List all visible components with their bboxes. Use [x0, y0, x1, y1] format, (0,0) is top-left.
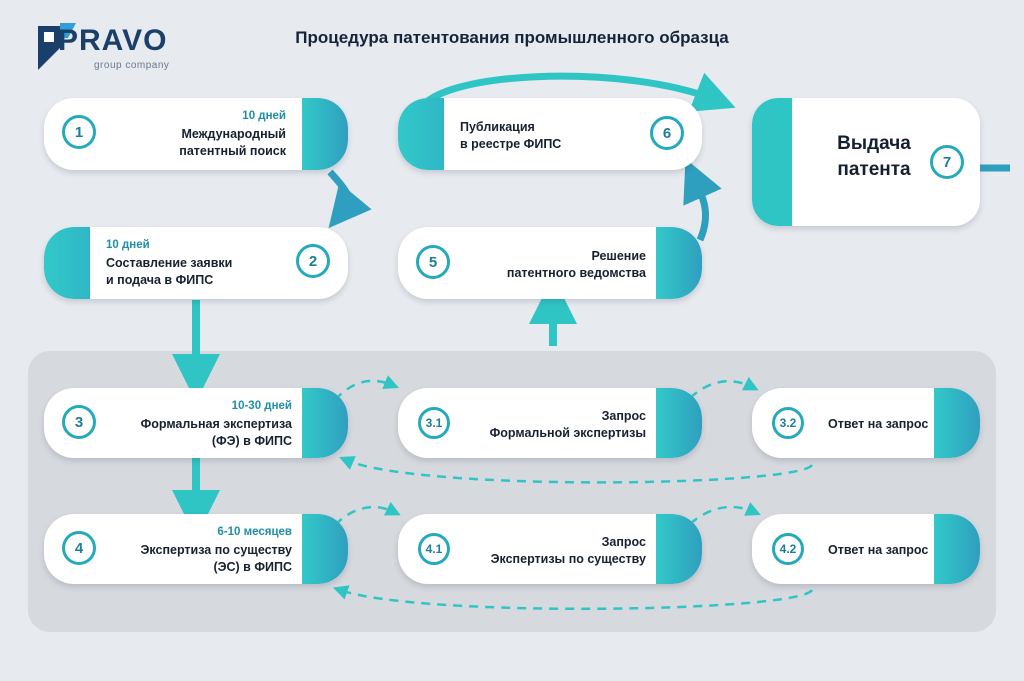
step-6-badge: 6 — [650, 116, 684, 150]
step-3-2-badge: 3.2 — [772, 407, 804, 439]
step-4-badge: 4 — [62, 531, 96, 565]
step-2-label-line2: и подача в ФИПС — [106, 273, 214, 287]
step-4-label-line2: (ЭС) в ФИПС — [213, 560, 292, 574]
step-7-label-line1: Выдача — [837, 133, 911, 154]
step-card-2[interactable] — [44, 227, 348, 299]
page-title: Процедура патентования промышленного образца — [295, 28, 729, 47]
step-4-1-label-line1: Запрос — [601, 535, 646, 549]
step-card-3-2[interactable] — [752, 388, 980, 458]
card-accent-cap — [656, 227, 702, 299]
step-4-label-line1: Экспертиза по существу — [140, 543, 292, 557]
step-3-1-label-line2: Формальной экспертизы — [489, 426, 646, 440]
step-4-2-label-line1: Ответ на запрос — [828, 543, 929, 557]
step-4-2-badge: 4.2 — [772, 533, 804, 565]
logo-subtitle: group company — [94, 60, 170, 71]
step-1-duration: 10 дней — [242, 110, 286, 122]
step-3-duration: 10-30 дней — [231, 400, 292, 412]
card-accent-cap — [398, 98, 444, 170]
step-card-6[interactable] — [398, 98, 702, 170]
card-accent-cap — [752, 98, 792, 226]
step-6-label-line2: в реестре ФИПС — [460, 137, 562, 151]
step-3-label-line1: Формальная экспертиза — [140, 417, 292, 431]
step-card-4-2[interactable] — [752, 514, 980, 584]
step-4-1-badge: 4.1 — [418, 533, 450, 565]
step-2-label-line1: Составление заявки — [106, 256, 233, 270]
step-5-label-line1: Решение — [591, 249, 646, 263]
step-7-badge: 7 — [930, 145, 964, 179]
step-7-label-line2: патента — [837, 159, 911, 180]
step-6-label-line1: Публикация — [460, 120, 535, 134]
step-5-badge: 5 — [416, 245, 450, 279]
step-5-label-line2: патентного ведомства — [506, 266, 646, 280]
step-2-badge: 2 — [296, 244, 330, 278]
step-card-4-1[interactable] — [398, 514, 702, 584]
step-card-1[interactable] — [44, 98, 348, 170]
step-4-1-label-line2: Экспертизы по существу — [490, 552, 646, 566]
step-3-label-line2: (ФЭ) в ФИПС — [211, 434, 292, 448]
step-card-3[interactable] — [44, 388, 348, 458]
step-1-label-line1: Международный — [181, 127, 286, 141]
step-card-4[interactable] — [44, 514, 348, 584]
step-4-duration: 6-10 месяцев — [217, 526, 292, 538]
step-card-7[interactable] — [752, 98, 980, 226]
step-2-duration: 10 дней — [106, 239, 150, 251]
step-card-3-1[interactable] — [398, 388, 702, 458]
step-card-5[interactable] — [398, 227, 702, 299]
step-3-2-label-line1: Ответ на запрос — [828, 417, 929, 431]
step-3-1-label-line1: Запрос — [601, 409, 646, 423]
step-3-1-badge: 3.1 — [418, 407, 450, 439]
step-1-label-line2: патентный поиск — [179, 144, 286, 158]
card-accent-cap — [44, 227, 90, 299]
step-3-badge: 3 — [62, 405, 96, 439]
card-accent-cap — [302, 98, 348, 170]
logo-name: PRAVO — [58, 24, 168, 57]
step-1-badge: 1 — [62, 115, 96, 149]
